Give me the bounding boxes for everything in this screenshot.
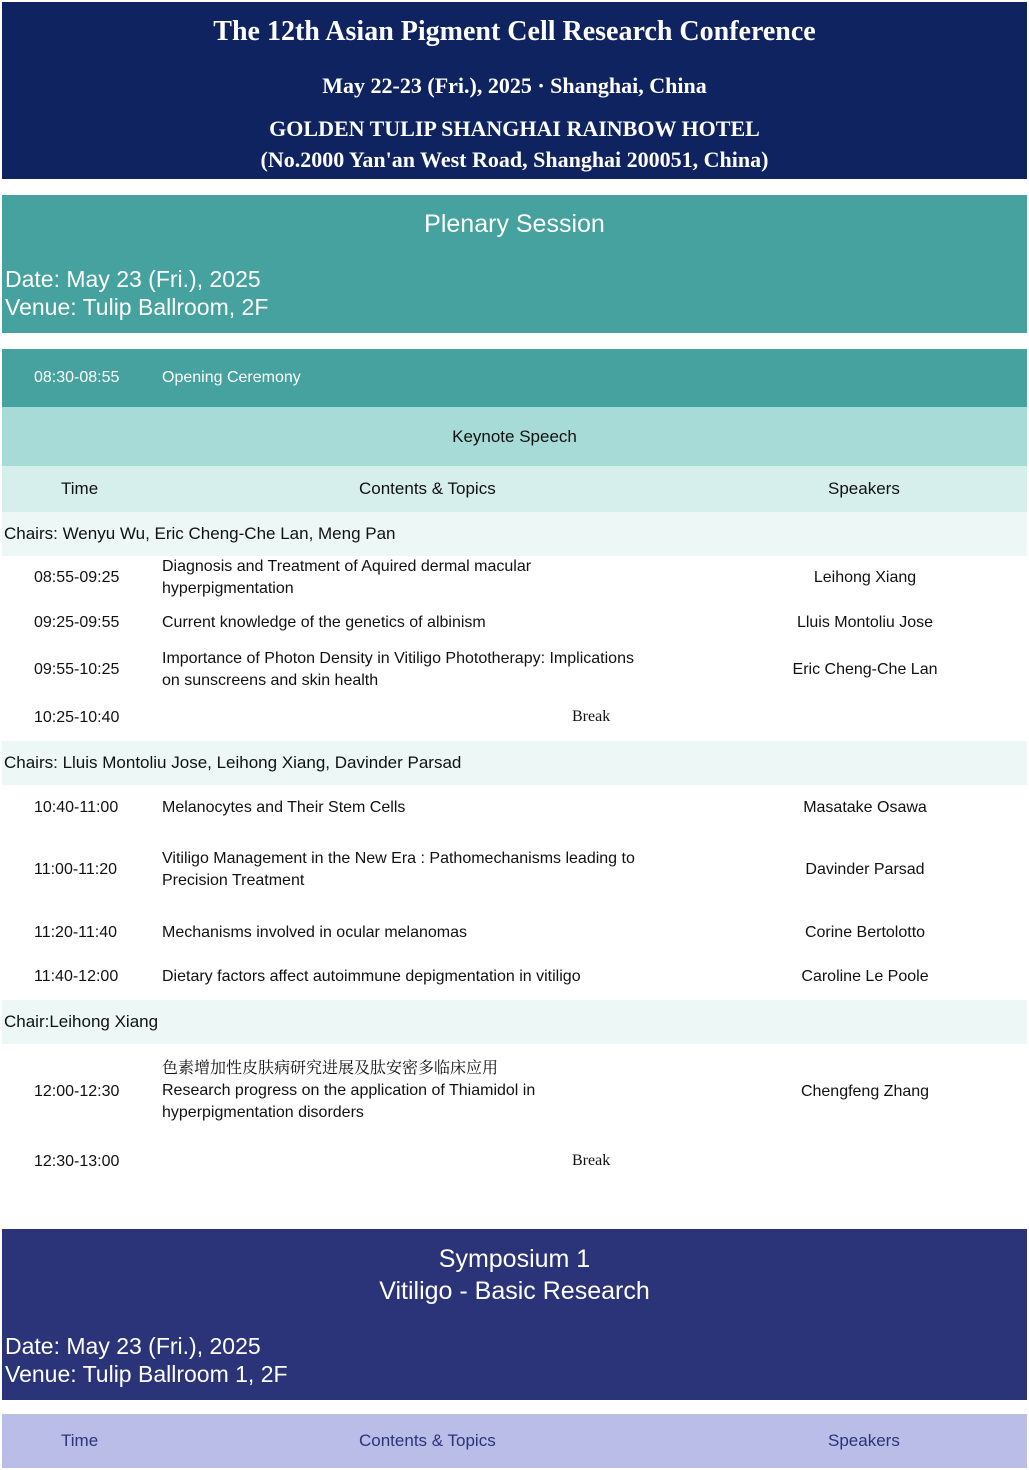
session-topic-line: Vitiligo Management in the New Era : Pathomechanisms leading to (162, 850, 635, 867)
session-time: 08:55-09:25 (34, 569, 120, 586)
break-label: Break (572, 1152, 611, 1169)
session-speaker: Lluis Montoliu Jose (796, 614, 934, 631)
session-row (2, 785, 1027, 830)
chairs-row (2, 512, 1027, 556)
plenary-venue: Venue: Tulip Ballroom, 2F (5, 294, 269, 320)
session-row (2, 1058, 1027, 1128)
conference-hotel: GOLDEN TULIP SHANGHAI RAINBOW HOTEL (269, 116, 760, 141)
chairs-row (2, 741, 1027, 785)
column-time: Time (61, 479, 99, 498)
break-label: Break (572, 708, 611, 725)
session-speaker: Davinder Parsad (805, 861, 925, 878)
session-row (2, 556, 1027, 601)
column-topic: Contents & Topics (359, 479, 496, 498)
plenary-title: Plenary Session (424, 210, 605, 238)
session-time: 11:20-11:40 (34, 924, 118, 941)
break-time: 12:30-13:00 (34, 1153, 120, 1170)
session-topic: Opening Ceremony (162, 369, 301, 386)
session-topic (162, 1058, 707, 1124)
chairs-row (2, 1000, 1027, 1044)
symposium-column-header (2, 1414, 1027, 1468)
session-topic-cn: 色素增加性皮肤病研究进展及肽安密多临床应用 (162, 1060, 499, 1077)
session-time: 09:25-09:55 (34, 614, 120, 631)
chairs-text: Chair:Leihong Xiang (4, 1012, 159, 1031)
session-topic (162, 648, 707, 692)
session-topic-line: hyperpigmentation disorders (162, 1104, 364, 1121)
symposium-date: Date: May 23 (Fri.), 2025 (5, 1333, 261, 1359)
opening-ceremony-row (2, 349, 1027, 407)
session-time: 10:40-11:00 (34, 799, 119, 816)
break-time: 10:25-10:40 (34, 709, 120, 726)
session-topic: Melanocytes and Their Stem Cells (162, 799, 406, 816)
session-topic: Dietary factors affect autoimmune depigmentation in vitiligo (162, 968, 581, 985)
session-topic-line: Research progress on the application of Thiamidol in (162, 1082, 536, 1099)
conference-date-location: May 22-23 (Fri.), 2025 · Shanghai, China (322, 73, 707, 98)
keynote-label: Keynote Speech (452, 427, 577, 446)
session-row (2, 648, 1027, 696)
symposium-banner (2, 1229, 1027, 1400)
session-topic (162, 556, 707, 600)
schedule-column-header (2, 466, 1027, 512)
session-topic: Mechanisms involved in ocular melanomas (162, 924, 468, 941)
session-speaker: Chengfeng Zhang (800, 1083, 930, 1100)
plenary-session-banner (2, 195, 1027, 333)
conference-header (2, 2, 1027, 179)
conference-title: The 12th Asian Pigment Cell Research Conference (213, 16, 816, 47)
column-topic: Contents & Topics (359, 1431, 496, 1450)
session-topic-line: Diagnosis and Treatment of Aquired dermal macular (162, 558, 532, 575)
session-topic-line: Precision Treatment (162, 872, 305, 889)
column-time: Time (61, 1431, 99, 1450)
session-topic (162, 848, 707, 892)
session-speaker: Eric Cheng-Che Lan (792, 661, 938, 678)
break-row (2, 1140, 1027, 1184)
session-speaker: Corine Bertolotto (804, 924, 926, 941)
session-speaker: Leihong Xiang (813, 569, 917, 586)
session-topic: Current knowledge of the genetics of albinism (162, 614, 486, 631)
session-row (2, 910, 1027, 954)
conference-address: (No.2000 Yan'an West Road, Shanghai 200051, China) (260, 147, 769, 172)
session-topic-line: hyperpigmentation (162, 580, 294, 597)
column-speakers: Speakers (828, 1431, 900, 1450)
session-topic-line: on sunscreens and skin health (162, 672, 379, 689)
session-row (2, 601, 1027, 645)
session-row (2, 955, 1027, 999)
symposium-title: Symposium 1 (438, 1245, 591, 1273)
session-time: 11:00-11:20 (34, 861, 118, 878)
session-speaker: Masatake Osawa (803, 799, 927, 816)
session-time: 09:55-10:25 (34, 661, 120, 678)
chairs-text: Chairs: Lluis Montoliu Jose, Leihong Xiang, Davinder Parsad (4, 753, 462, 772)
symposium-subtitle: Vitiligo - Basic Research (379, 1277, 650, 1305)
session-time: 12:00-12:30 (34, 1083, 120, 1100)
session-time: 08:30-08:55 (34, 369, 120, 386)
session-row (2, 846, 1027, 896)
column-speakers: Speakers (828, 479, 900, 498)
keynote-speech-row (2, 407, 1027, 466)
session-topic-line: Importance of Photon Density in Vitiligo Phototherapy: Implications (162, 650, 634, 667)
chairs-text: Chairs: Wenyu Wu, Eric Cheng-Che Lan, Meng Pan (4, 524, 396, 543)
plenary-date: Date: May 23 (Fri.), 2025 (5, 266, 261, 292)
break-row (2, 696, 1027, 741)
session-speaker: Caroline Le Poole (801, 968, 929, 985)
symposium-venue: Venue: Tulip Ballroom 1, 2F (5, 1361, 288, 1387)
session-time: 11:40-12:00 (34, 968, 119, 985)
